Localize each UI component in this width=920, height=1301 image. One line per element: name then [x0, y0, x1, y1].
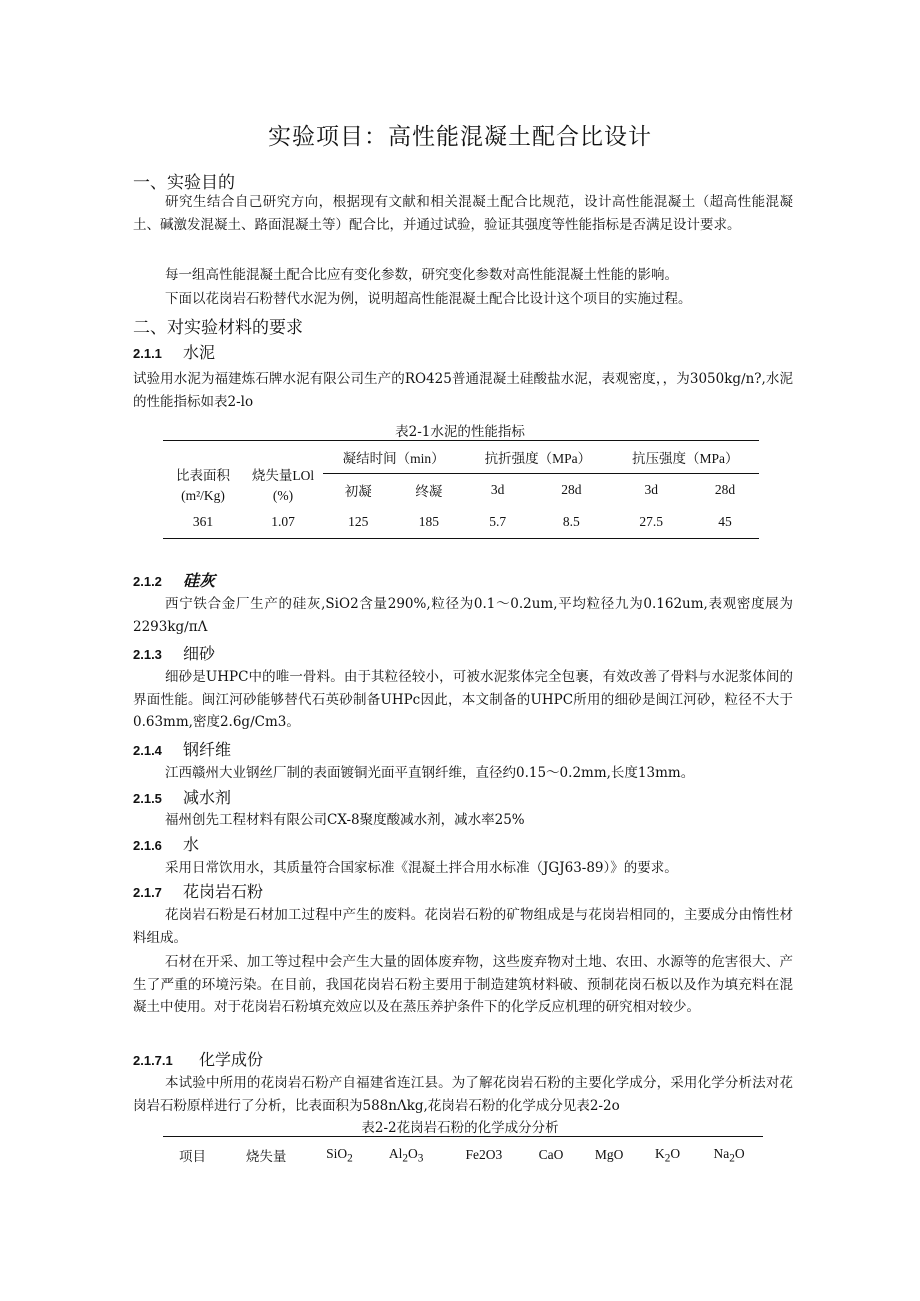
header-cell: 3d	[464, 474, 531, 507]
subsection-chemical	[133, 1047, 263, 1070]
section-label: 细砂	[183, 644, 216, 663]
subsection-water	[133, 832, 199, 855]
granite-paragraph-2: 石材在开采、加工等过程中会产生大量的固体废弃物，这些废弃物对土地、农田、水源等的危害很大、产生了严重的环境污染。在目前，我国花岗岩石粉主要用于制造建筑材料破、预制花岗石板以及作为填充料在混凝土中使用。对于花岗岩石粉填充效应以及在蒸压养护条件下的化学反应机理的研究相对较少。	[133, 954, 793, 1015]
unit-area: (m²/Kg)	[181, 488, 225, 503]
table-header-row	[163, 441, 759, 474]
table-cell: 361	[192, 514, 214, 529]
formula-base: Na	[713, 1145, 730, 1161]
formula-sub: 2	[347, 1152, 353, 1165]
granite-paragraph-1: 花岗岩石粉是石材加工过程中产生的废料。花岗岩石粉的矿物组成是与花岗岩相同的，主要成分由惰性材料组成。	[133, 907, 793, 946]
formula-sub: 3	[417, 1152, 424, 1165]
formula-base: O	[734, 1145, 745, 1161]
header-cell	[695, 1137, 763, 1174]
section-number: 2.1.3	[133, 647, 162, 662]
subsection-cement	[133, 340, 215, 363]
section-number: 2.1.7.1	[133, 1053, 173, 1068]
section-number: 2.1.5	[133, 791, 162, 806]
section-number: 2.1.6	[133, 838, 162, 853]
header-cell: Fe2O3	[465, 1147, 503, 1162]
header-cell: 28d	[691, 474, 759, 507]
section-label: 水	[183, 835, 200, 854]
header-cell	[368, 1137, 443, 1174]
section-label: 钢纤维	[183, 740, 232, 759]
section-label: 花岗岩石粉	[183, 882, 264, 901]
header-cell: 终凝	[394, 474, 465, 507]
subsection-silica	[133, 568, 215, 591]
formula-sub: 2	[729, 1152, 735, 1165]
formula-base: SiO	[326, 1145, 348, 1161]
table-cell: 185	[418, 514, 439, 529]
cement-paragraph: 试验用水泥为福建炼石牌水泥有限公司生产的RO425普通混凝土硅酸盐水泥，表观密度，，为3050kg∕n?,水泥的性能指标如表2-lo	[133, 371, 793, 410]
table-cell: 5.7	[489, 514, 507, 529]
section-number: 2.1.7	[133, 885, 162, 900]
header-cell: CaO	[538, 1147, 564, 1162]
unit-loi: (%)	[272, 488, 294, 503]
header-cell: 抗折强度（MPa）	[484, 451, 592, 466]
fiber-paragraph: 江西赣州大业钢丝厂制的表面镀铜光面平直钢纤维，直径约0.15～0.2mm,长度13mm。	[165, 765, 695, 781]
header-cell: 项目	[178, 1149, 206, 1164]
section-heading-purpose: 一、实验目的	[133, 173, 235, 193]
header-cell: 抗压强度（MPa）	[632, 451, 739, 466]
silica-paragraph: 西宁铁合金厂生产的硅灰,SiO2含量290%,粒径为0.1～0.2um,平均粒径九为0.162um,表观密度展为2293kg∕πΛ	[133, 596, 793, 635]
section-label: 化学成份	[199, 1050, 264, 1069]
section-number: 2.1.4	[133, 743, 162, 758]
table-cell: 125	[348, 514, 369, 529]
table-cell: 8.5	[562, 514, 580, 529]
granite-chemistry-table	[163, 1136, 763, 1173]
formula-sub: 2	[664, 1152, 671, 1165]
section-heading-materials: 二、对实验材料的要求	[133, 318, 303, 338]
chemical-paragraph: 本试验中所用的花岗岩石粉产自福建省连江县。为了解花岗岩石粉的主要化学成分，采用化学分析法对花岗岩石粉原样进行了分析，比表面积为588nΛkg,花岗岩石粉的化学成分见表2-2o	[133, 1075, 793, 1114]
header-cell: 烧失量LOl	[251, 467, 315, 483]
subsection-granite	[133, 879, 263, 902]
table-2-2-caption: 表2-2花岗岩石粉的化学成分分析	[361, 1120, 559, 1136]
header-cell: MgO	[594, 1147, 624, 1162]
table-row	[163, 506, 759, 539]
formula-base: O	[670, 1145, 681, 1161]
table-cell: 1.07	[271, 514, 295, 529]
subsection-fiber	[133, 737, 231, 760]
header-cell: 比表面积	[176, 467, 230, 483]
section-number: 2.1.2	[133, 574, 162, 589]
header-cell	[310, 1137, 368, 1174]
formula-base: K	[655, 1145, 665, 1161]
section-label: 减水剂	[183, 788, 232, 807]
subsection-sand	[133, 641, 215, 664]
purpose-paragraph-2: 每一组高性能混凝土配合比应有变化参数，研究变化参数对高性能混凝土性能的影响。	[165, 267, 678, 283]
formula-base: O	[407, 1145, 418, 1161]
sand-paragraph: 细砂是UHPC中的唯一骨料。由于其粒径较小，可被水泥浆体完全包裹，有效改善了骨料与水泥浆体间的界面性能。闽江河砂能够替代石英砂制备UHPc因此，本文制备的UHPC所用的细砂是闽江河砂，粒径不大于0.63mm,密度2.6g∕Cm3。	[133, 669, 793, 730]
table-header-row	[163, 1137, 763, 1174]
table-cell: 27.5	[639, 514, 664, 529]
header-cell: 28d	[531, 474, 611, 507]
page-title: 实验项目：高性能混凝土配合比设计	[268, 124, 652, 150]
reducer-paragraph: 福州创先工程材料有限公司CX-8聚度酸减水剂，减水率25%	[165, 812, 525, 828]
formula-sub: 2	[402, 1152, 408, 1165]
header-cell: 凝结时间（min）	[342, 451, 445, 466]
header-cell: 初凝	[323, 474, 394, 507]
purpose-paragraph-3: 下面以花岗岩石粉替代水泥为例，说明超高性能混凝土配合比设计这个项目的实施过程。	[165, 291, 692, 307]
water-paragraph: 采用日常饮用水，其质量符合国家标准《混凝土拌合用水标准（JGJ63-89）》的要求。	[165, 860, 678, 876]
formula-base: Al	[388, 1145, 403, 1161]
header-cell: 烧失量	[245, 1149, 287, 1164]
purpose-paragraph-1: 研究生结合自己研究方向，根据现有文献和相关混凝土配合比规范，设计高性能混凝土（超高性能混凝土、碱激发混凝土、路面混凝土等）配合比，并通过试验，验证其强度等性能指标是否满足设计要求。	[133, 194, 793, 233]
section-label: 水泥	[183, 343, 216, 362]
subsection-reducer	[133, 785, 231, 808]
header-cell: 3d	[612, 474, 691, 507]
section-number: 2.1.1	[133, 346, 162, 361]
header-cell	[640, 1137, 695, 1174]
units-row	[163, 488, 323, 504]
section-label: 硅灰	[183, 571, 216, 590]
table-cell: 45	[718, 514, 732, 529]
table-2-1-caption: 表2-1水泥的性能指标	[395, 424, 525, 440]
